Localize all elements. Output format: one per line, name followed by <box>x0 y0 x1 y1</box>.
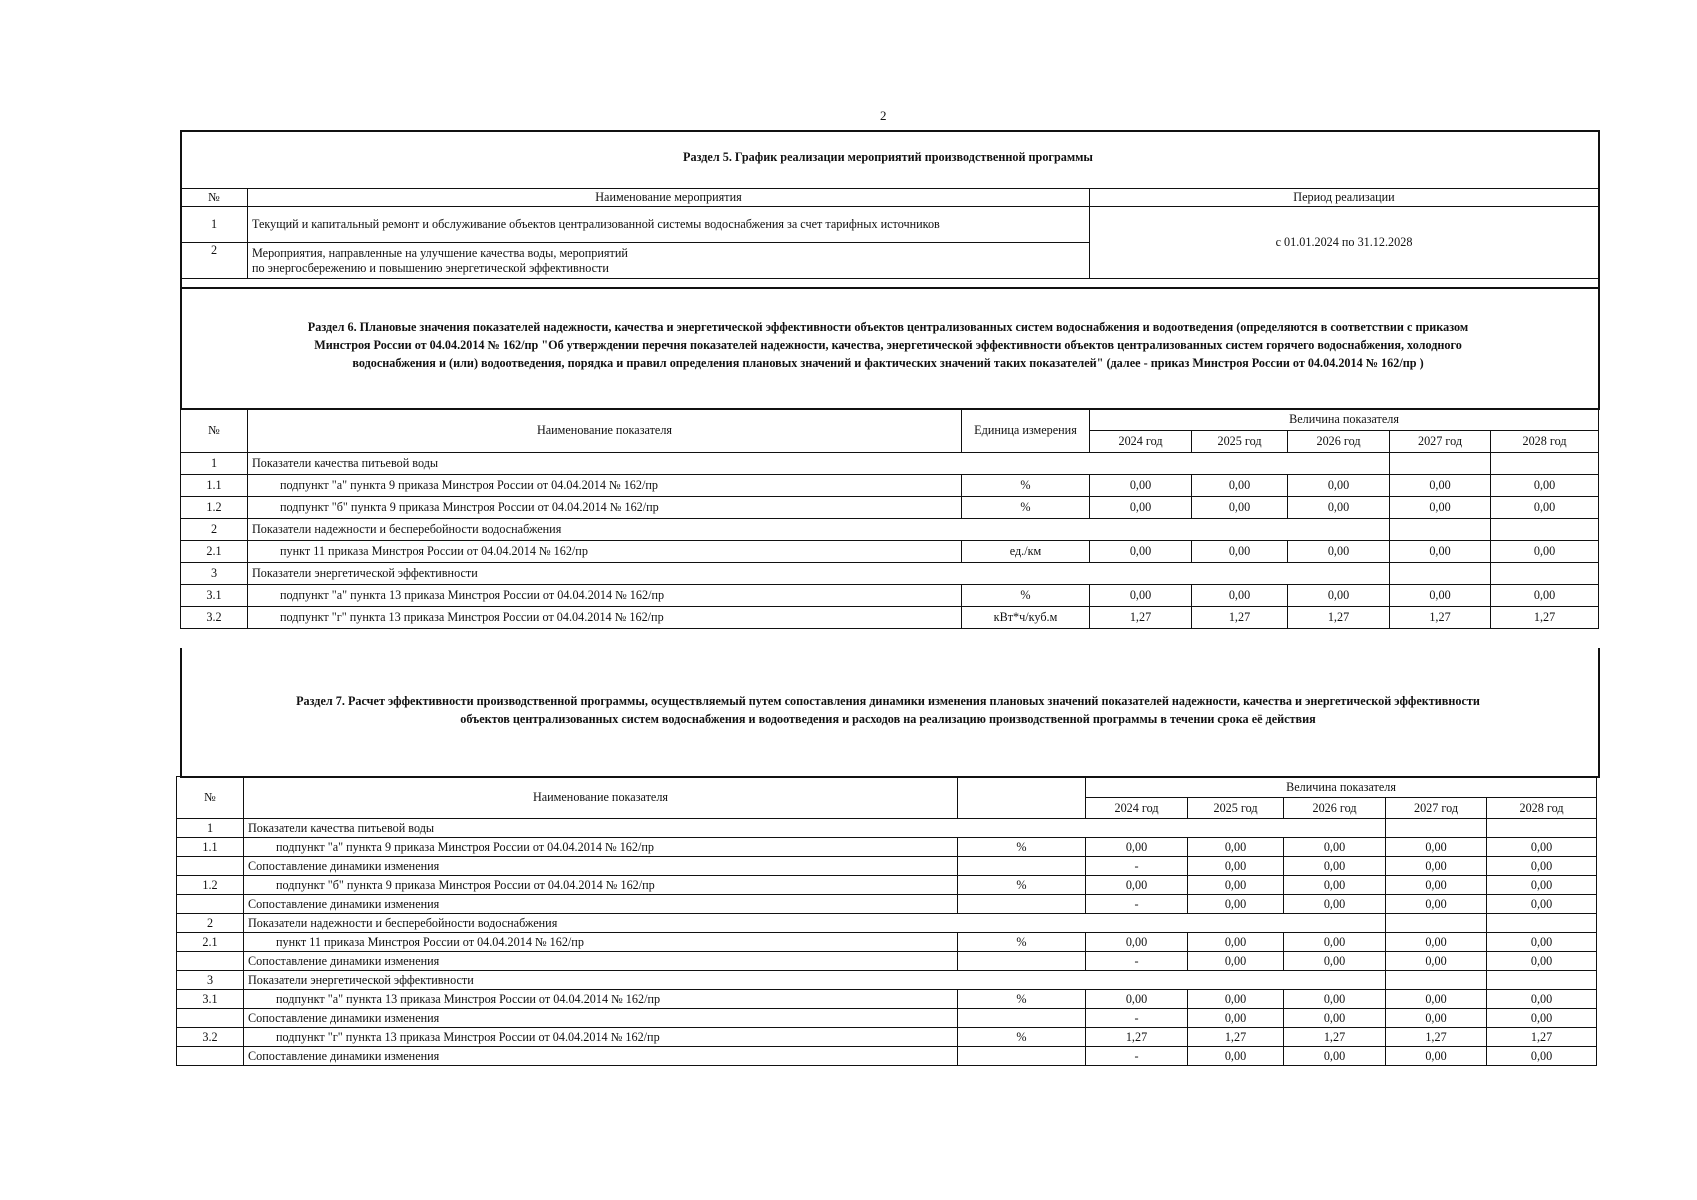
s6-year-header: 2024 год <box>1090 431 1192 453</box>
s7-year-header: 2024 год <box>1086 798 1188 819</box>
table-row <box>181 453 1599 475</box>
row-number: 1.1 <box>177 838 244 857</box>
row-value: 0,00 <box>1487 857 1597 876</box>
row-number: 2 <box>181 519 248 541</box>
row-name: Сопоставление динамики изменения <box>244 1009 958 1028</box>
row-unit: % <box>958 838 1086 857</box>
row-value: 0,00 <box>1386 990 1487 1009</box>
table-row <box>181 607 1599 629</box>
row-value: 0,00 <box>1491 497 1599 519</box>
row-unit <box>958 1047 1086 1066</box>
row-value: 0,00 <box>1090 475 1192 497</box>
row-empty-cell <box>1491 453 1599 475</box>
s5-col-no: № <box>181 189 248 207</box>
section-5-title: Раздел 5. График реализации мероприятий производственной программы <box>683 150 1093 164</box>
row-value: 1,27 <box>1390 607 1491 629</box>
row-value: 0,00 <box>1386 1047 1487 1066</box>
row-name: пункт 11 приказа Минстроя России от 04.04.2014 № 162/пр <box>248 541 962 563</box>
row-number <box>177 895 244 914</box>
table-row <box>181 519 1599 541</box>
row-group-name: Показатели надежности и бесперебойности водоснабжения <box>244 914 1386 933</box>
row-value: 0,00 <box>1284 1047 1386 1066</box>
row-number: 1 <box>181 453 248 475</box>
row-value: 0,00 <box>1188 990 1284 1009</box>
table-row <box>177 952 1597 971</box>
row-value: 0,00 <box>1188 1047 1284 1066</box>
row-value: 1,27 <box>1491 607 1599 629</box>
row-value: 0,00 <box>1090 497 1192 519</box>
row-value: 0,00 <box>1487 838 1597 857</box>
row-number: 1 <box>177 819 244 838</box>
row-value: 0,00 <box>1487 1047 1597 1066</box>
s6-col-name: Наименование показателя <box>248 409 962 453</box>
s5-row-name-line1: Мероприятия, направленные на улучшение качества воды, мероприятий <box>252 246 628 261</box>
row-value: 0,00 <box>1188 952 1284 971</box>
table-row <box>181 541 1599 563</box>
table-row <box>181 497 1599 519</box>
row-name: подпункт "а" пункта 13 приказа Минстроя России от 04.04.2014 № 162/пр <box>248 585 962 607</box>
row-unit: % <box>958 933 1086 952</box>
s6-year-header: 2025 год <box>1192 431 1288 453</box>
row-number <box>177 952 244 971</box>
row-value: 0,00 <box>1491 475 1599 497</box>
table-row <box>181 563 1599 585</box>
row-empty-cell <box>1491 519 1599 541</box>
s6-col-value: Величина показателя <box>1090 409 1599 431</box>
row-number: 3.2 <box>181 607 248 629</box>
row-number <box>177 857 244 876</box>
row-value: 0,00 <box>1288 497 1390 519</box>
row-value: 0,00 <box>1284 895 1386 914</box>
row-value: 0,00 <box>1188 857 1284 876</box>
row-number: 3 <box>181 563 248 585</box>
row-value: 1,27 <box>1288 607 1390 629</box>
row-value: 1,27 <box>1192 607 1288 629</box>
row-value: 0,00 <box>1487 990 1597 1009</box>
s7-title-line1: Раздел 7. Расчет эффективности производственной программы, осуществляемый путем сопоставления динамики изменения плановых значений показателей надежности, качества и энергетической эффективности <box>296 694 1480 708</box>
table-row <box>181 475 1599 497</box>
s7-year-header: 2025 год <box>1188 798 1284 819</box>
table-row <box>177 990 1597 1009</box>
s5-col-period: Период реализации <box>1090 189 1599 207</box>
row-value: 0,00 <box>1090 585 1192 607</box>
row-number <box>177 1009 244 1028</box>
row-empty-cell <box>1487 914 1597 933</box>
row-empty-cell <box>1386 971 1487 990</box>
row-name: подпункт "г" пункта 13 приказа Минстроя России от 04.04.2014 № 162/пр <box>248 607 962 629</box>
table-row <box>177 1009 1597 1028</box>
row-value: 0,00 <box>1288 585 1390 607</box>
table-row <box>177 971 1597 990</box>
row-value: 0,00 <box>1386 1009 1487 1028</box>
row-value: 0,00 <box>1284 876 1386 895</box>
row-group-name: Показатели качества питьевой воды <box>248 453 1390 475</box>
row-number: 2.1 <box>181 541 248 563</box>
table-row <box>177 838 1597 857</box>
row-value: 0,00 <box>1188 838 1284 857</box>
row-empty-cell <box>1390 453 1491 475</box>
s6-col-unit: Единица измерения <box>962 409 1090 453</box>
row-value: 0,00 <box>1284 952 1386 971</box>
row-value: 0,00 <box>1386 876 1487 895</box>
table-row <box>177 914 1597 933</box>
row-number: 1.2 <box>181 497 248 519</box>
s6-year-header: 2028 год <box>1491 431 1599 453</box>
row-empty-cell <box>1386 819 1487 838</box>
row-unit: кВт*ч/куб.м <box>962 607 1090 629</box>
row-value: 0,00 <box>1487 1009 1597 1028</box>
row-empty-cell <box>1386 914 1487 933</box>
row-name: подпункт "б" пункта 9 приказа Минстроя России от 04.04.2014 № 162/пр <box>248 497 962 519</box>
row-value: - <box>1086 1009 1188 1028</box>
row-unit: % <box>962 475 1090 497</box>
row-value: 0,00 <box>1288 541 1390 563</box>
row-name: Сопоставление динамики изменения <box>244 857 958 876</box>
s7-col-value: Величина показателя <box>1086 777 1597 798</box>
row-unit: % <box>958 876 1086 895</box>
row-value: 0,00 <box>1284 933 1386 952</box>
row-name: подпункт "б" пункта 9 приказа Минстроя России от 04.04.2014 № 162/пр <box>244 876 958 895</box>
row-value: 0,00 <box>1090 541 1192 563</box>
row-number: 2 <box>177 914 244 933</box>
table-row <box>177 933 1597 952</box>
row-value: 0,00 <box>1487 876 1597 895</box>
row-value: 0,00 <box>1086 933 1188 952</box>
row-value: 0,00 <box>1188 876 1284 895</box>
row-value: 0,00 <box>1390 475 1491 497</box>
row-value: 0,00 <box>1386 838 1487 857</box>
row-value: 1,27 <box>1386 1028 1487 1047</box>
row-number: 3.2 <box>177 1028 244 1047</box>
s5-row-name-line2: по энергосбережению и повышению энергетической эффективности <box>252 260 609 275</box>
row-empty-cell <box>1390 563 1491 585</box>
row-value: 0,00 <box>1487 895 1597 914</box>
row-group-name: Показатели энергетической эффективности <box>248 563 1390 585</box>
row-unit <box>958 952 1086 971</box>
s5-row-no: 2 <box>181 243 248 279</box>
row-group-name: Показатели качества питьевой воды <box>244 819 1386 838</box>
row-value: 0,00 <box>1188 933 1284 952</box>
row-unit: % <box>958 990 1086 1009</box>
row-value: 0,00 <box>1188 895 1284 914</box>
s5-row-name: Текущий и капитальный ремонт и обслуживание объектов централизованной системы водоснабжения за счет тарифных источников <box>248 207 1090 243</box>
row-value: 0,00 <box>1390 541 1491 563</box>
s7-title-line2: объектов централизованных систем водоснабжения и водоотведения и расходов на реализацию производственной программы в течении срока её действия <box>460 712 1316 726</box>
row-unit <box>958 895 1086 914</box>
table-row <box>177 895 1597 914</box>
s7-col-no: № <box>177 777 244 819</box>
row-number: 1.2 <box>177 876 244 895</box>
row-value: 0,00 <box>1386 895 1487 914</box>
section-5-table <box>180 188 1599 279</box>
s5-col-name: Наименование мероприятия <box>248 189 1090 207</box>
table-row <box>177 1028 1597 1047</box>
row-name: подпункт "а" пункта 9 приказа Минстроя России от 04.04.2014 № 162/пр <box>244 838 958 857</box>
s6-title-line2: Минстроя России от 04.04.2014 № 162/пр "Об утверждении перечня показателей надежности, качества, энергетической эффективности объектов централизованных систем горячего водоснабжения, холодного <box>314 338 1462 352</box>
row-number: 1.1 <box>181 475 248 497</box>
row-number: 3.1 <box>181 585 248 607</box>
s6-col-no: № <box>181 409 248 453</box>
row-value: 1,27 <box>1090 607 1192 629</box>
section-6-title <box>182 318 1594 372</box>
row-value: 0,00 <box>1390 585 1491 607</box>
row-value: 1,27 <box>1487 1028 1597 1047</box>
row-value: 0,00 <box>1086 838 1188 857</box>
row-value: 0,00 <box>1284 990 1386 1009</box>
row-number <box>177 1047 244 1066</box>
table-row <box>177 819 1597 838</box>
row-value: 0,00 <box>1192 497 1288 519</box>
s6-year-header: 2027 год <box>1390 431 1491 453</box>
s6-title-line3: водоснабжения и (или) водоотведения, порядка и правил определения плановых значений и фактических значений таких показателей" (далее - приказ Минстроя России от 04.04.2014 № 162/пр ) <box>352 356 1424 370</box>
row-value: 0,00 <box>1386 857 1487 876</box>
row-value: - <box>1086 857 1188 876</box>
s7-col-unit <box>958 777 1086 819</box>
row-value: 0,00 <box>1487 933 1597 952</box>
row-value: 0,00 <box>1390 497 1491 519</box>
row-value: 0,00 <box>1288 475 1390 497</box>
row-empty-cell <box>1390 519 1491 541</box>
section-6-table <box>180 408 1599 629</box>
row-empty-cell <box>1487 819 1597 838</box>
row-name: Сопоставление динамики изменения <box>244 895 958 914</box>
row-value: 0,00 <box>1192 585 1288 607</box>
row-value: 0,00 <box>1284 1009 1386 1028</box>
row-name: пункт 11 приказа Минстроя России от 04.04.2014 № 162/пр <box>244 933 958 952</box>
row-unit: % <box>958 1028 1086 1047</box>
row-value: - <box>1086 1047 1188 1066</box>
row-value: 1,27 <box>1284 1028 1386 1047</box>
s5-row-name <box>248 243 1090 279</box>
row-value: 0,00 <box>1386 933 1487 952</box>
row-value: 0,00 <box>1386 952 1487 971</box>
s7-col-name: Наименование показателя <box>244 777 958 819</box>
row-value: - <box>1086 895 1188 914</box>
s6-year-header: 2026 год <box>1288 431 1390 453</box>
table-row <box>177 857 1597 876</box>
table-row <box>177 1047 1597 1066</box>
row-value: 0,00 <box>1188 1009 1284 1028</box>
table-row <box>177 876 1597 895</box>
row-number: 3 <box>177 971 244 990</box>
row-name: подпункт "г" пункта 13 приказа Минстроя России от 04.04.2014 № 162/пр <box>244 1028 958 1047</box>
row-value: 1,27 <box>1086 1028 1188 1047</box>
row-value: 0,00 <box>1192 541 1288 563</box>
section-7-title <box>182 692 1594 728</box>
s7-year-header: 2026 год <box>1284 798 1386 819</box>
row-value: 0,00 <box>1487 952 1597 971</box>
s7-year-header: 2028 год <box>1487 798 1597 819</box>
row-unit: % <box>962 497 1090 519</box>
table-row <box>181 585 1599 607</box>
row-group-name: Показатели надежности и бесперебойности водоснабжения <box>248 519 1390 541</box>
row-value: 0,00 <box>1284 857 1386 876</box>
row-name: подпункт "а" пункта 9 приказа Минстроя России от 04.04.2014 № 162/пр <box>248 475 962 497</box>
row-value: 0,00 <box>1086 876 1188 895</box>
row-unit: ед./км <box>962 541 1090 563</box>
row-number: 3.1 <box>177 990 244 1009</box>
row-value: 0,00 <box>1086 990 1188 1009</box>
s5-row-no: 1 <box>181 207 248 243</box>
row-unit: % <box>962 585 1090 607</box>
s7-year-header: 2027 год <box>1386 798 1487 819</box>
s5-period-value: с 01.01.2024 по 31.12.2028 <box>1090 207 1599 279</box>
page-number: 2 <box>880 108 887 123</box>
row-unit <box>958 857 1086 876</box>
section-7-table <box>176 776 1597 1066</box>
row-unit <box>958 1009 1086 1028</box>
row-group-name: Показатели энергетической эффективности <box>244 971 1386 990</box>
row-name: Сопоставление динамики изменения <box>244 952 958 971</box>
row-value: 0,00 <box>1491 585 1599 607</box>
row-name: Сопоставление динамики изменения <box>244 1047 958 1066</box>
row-value: 0,00 <box>1284 838 1386 857</box>
row-value: 0,00 <box>1192 475 1288 497</box>
row-empty-cell <box>1487 971 1597 990</box>
row-empty-cell <box>1491 563 1599 585</box>
row-value: 0,00 <box>1491 541 1599 563</box>
row-number: 2.1 <box>177 933 244 952</box>
row-name: подпункт "а" пункта 13 приказа Минстроя России от 04.04.2014 № 162/пр <box>244 990 958 1009</box>
row-value: 1,27 <box>1188 1028 1284 1047</box>
s6-title-line1: Раздел 6. Плановые значения показателей надежности, качества и энергетической эффективности объектов централизованных систем водоснабжения и водоотведения (определяются в соответствии с приказом <box>307 320 1469 334</box>
row-value: - <box>1086 952 1188 971</box>
